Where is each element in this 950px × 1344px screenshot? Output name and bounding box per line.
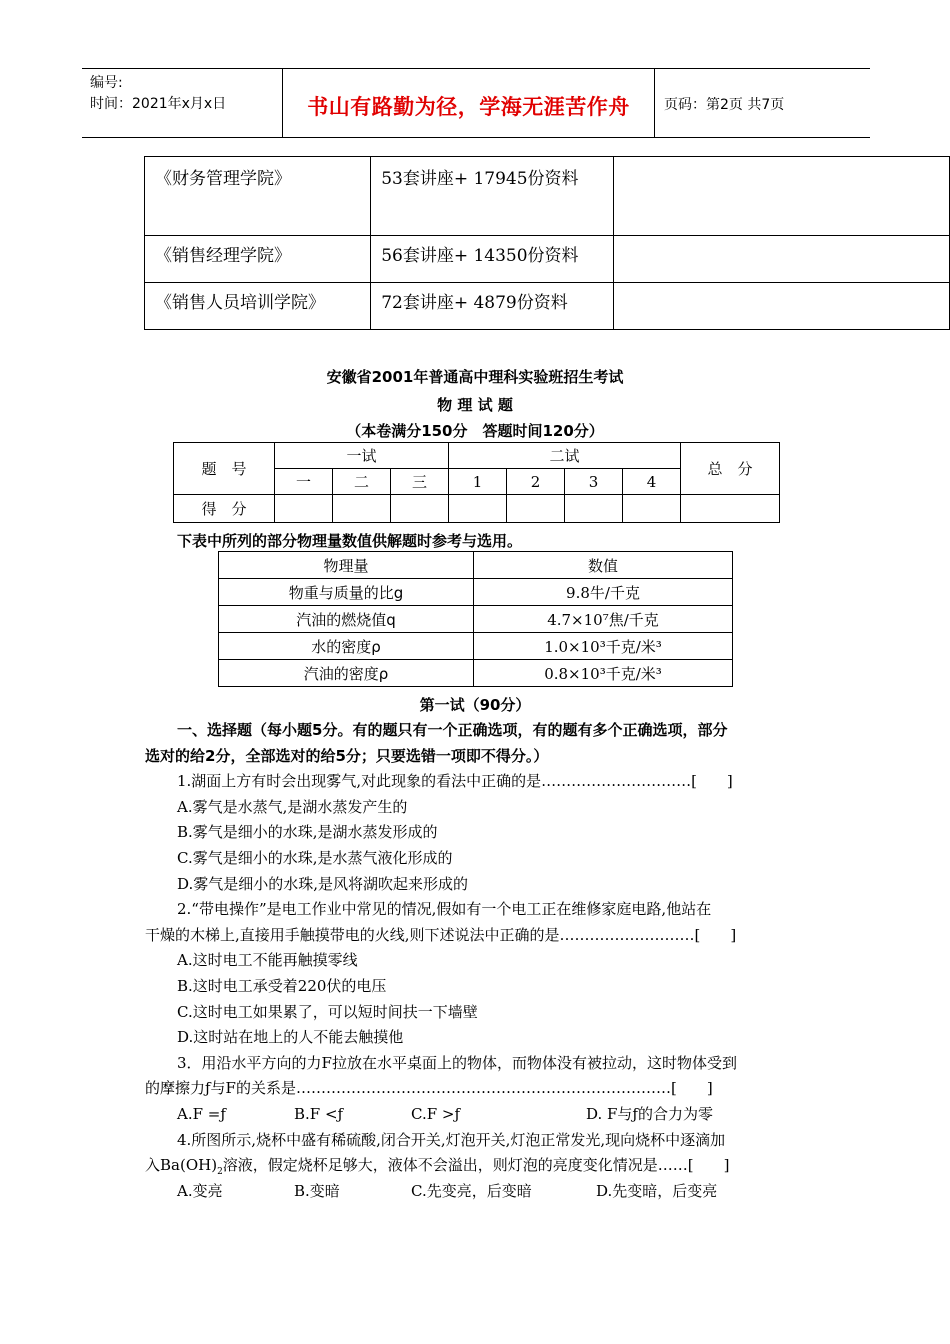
table-row <box>219 579 733 606</box>
table-row <box>219 633 733 660</box>
resource-count: 56套讲座+ 14350份资料 <box>371 236 614 283</box>
resource-empty <box>614 236 950 283</box>
table-row <box>145 157 950 236</box>
score-cell[interactable] <box>449 495 507 523</box>
reference-note: 下表中所列的部分物理量数值供解题时参考与选用。 <box>177 532 523 550</box>
quantity-value: 4.7×10⁷焦/千克 <box>474 606 733 633</box>
col-header: 物理量 <box>219 552 474 579</box>
quantity-value: 0.8×10³千克/米³ <box>474 660 733 687</box>
option-c: C.这时电工如果累了，可以短时间扶一下墙壁 <box>177 1003 478 1021</box>
part1-col: 三 <box>391 469 449 495</box>
part2-col: 3 <box>565 469 623 495</box>
section-intro: 一、选择题（每小题5分。有的题只有一个正确选项，有的题有多个正确选项，部分 <box>177 721 728 739</box>
option-c: C.先变亮，后变暗 <box>411 1182 532 1200</box>
part2-col: 4 <box>623 469 681 495</box>
question-4: 4.所图所示,烧杯中盛有稀硫酸,闭合开关,灯泡开关,灯泡正常发光,现向烧杯中逐滴加 <box>177 1131 726 1149</box>
question-1: 1.湖面上方有时会出现雾气,对此现象的看法中正确的是…………………………[ ] <box>177 772 733 790</box>
table-row <box>174 443 780 469</box>
total-label: 总 分 <box>681 443 780 495</box>
q-label: 题 号 <box>174 443 275 495</box>
resource-name: 《财务管理学院》 <box>145 157 371 236</box>
score-cell[interactable] <box>681 495 780 523</box>
score-cell[interactable] <box>275 495 333 523</box>
score-cell[interactable] <box>565 495 623 523</box>
option-a: A.雾气是水蒸气,是湖水蒸发产生的 <box>177 798 408 816</box>
option-c: C.F >ƒ <box>411 1105 461 1123</box>
header-motto: 书山有路勤为径，学海无涯苦作舟 <box>307 95 630 119</box>
question-2-cont: 干燥的木梯上,直接用手触摸带电的火线,则下述说法中正确的是………………………[ ] <box>145 926 737 944</box>
resource-name: 《销售经理学院》 <box>145 236 371 283</box>
section-intro: 选对的给2分，全部选对的给5分；只要选错一项即不得分。） <box>145 747 549 765</box>
part1-label: 一试 <box>275 443 449 469</box>
table-row <box>219 660 733 687</box>
quantity-name: 物重与质量的比g <box>219 579 474 606</box>
score-cell[interactable] <box>333 495 391 523</box>
quantity-name: 汽油的密度ρ <box>219 660 474 687</box>
quantity-name: 汽油的燃烧值q <box>219 606 474 633</box>
option-b: B.F <ƒ <box>294 1105 344 1123</box>
option-b: B.雾气是细小的水珠,是湖水蒸发形成的 <box>177 823 438 841</box>
score-label: 得 分 <box>174 495 275 523</box>
exam-subject: 物 理 试 题 <box>437 396 513 414</box>
table-row <box>219 606 733 633</box>
score-cell[interactable] <box>623 495 681 523</box>
table-row <box>219 552 733 579</box>
resource-count: 53套讲座+ 17945份资料 <box>371 157 614 236</box>
option-a: A.这时电工不能再触摸零线 <box>177 951 358 969</box>
question-3-cont: 的摩擦力ƒ与F的关系是…………………………………………………………………[ ] <box>145 1079 713 1097</box>
question-4-text: 溶液，假定烧杯足够大，液体不会溢出，则灯泡的亮度变化情况是……[ ] <box>222 1156 730 1174</box>
part1-col: 二 <box>333 469 391 495</box>
resource-empty <box>614 157 950 236</box>
quantity-name: 水的密度ρ <box>219 633 474 660</box>
subscript: 2 <box>217 1167 223 1177</box>
exam-title: 安徽省2001年普通高中理科实验班招生考试 <box>326 368 624 386</box>
option-d: D.这时站在地上的人不能去触摸他 <box>177 1028 404 1046</box>
option-d: D. F与ƒ的合力为零 <box>586 1105 713 1123</box>
date-label: 时间：2021年x月x日 <box>90 96 227 112</box>
option-c: C.雾气是细小的水珠,是水蒸气液化形成的 <box>177 849 453 867</box>
table-row <box>174 495 780 523</box>
question-4-text: 入Ba(OH) <box>145 1156 218 1174</box>
col-header: 数值 <box>474 552 733 579</box>
quantity-value: 1.0×10³千克/米³ <box>474 633 733 660</box>
option-d: D.先变暗，后变亮 <box>596 1182 718 1200</box>
resource-empty <box>614 283 950 330</box>
quantity-value: 9.8牛/千克 <box>474 579 733 606</box>
table-row <box>145 283 950 330</box>
header-meta <box>90 73 226 115</box>
score-cell[interactable] <box>507 495 565 523</box>
score-table <box>173 442 780 523</box>
page-info: 页码：第2页 共7页 <box>664 97 785 113</box>
option-b: B.变暗 <box>294 1182 340 1200</box>
resource-count: 72套讲座+ 4879份资料 <box>371 283 614 330</box>
part1-col: 一 <box>275 469 333 495</box>
score-cell[interactable] <box>391 495 449 523</box>
table-row <box>145 236 950 283</box>
part2-col: 1 <box>449 469 507 495</box>
number-label: 编号: <box>90 75 123 91</box>
question-4-cont <box>145 1155 730 1182</box>
option-d: D.雾气是细小的水珠,是风将湖吹起来形成的 <box>177 875 469 893</box>
part2-label: 二试 <box>449 443 681 469</box>
resource-table <box>144 156 950 330</box>
physics-constants-table <box>218 551 733 687</box>
section-title: 第一试（90分） <box>419 696 531 714</box>
question-3: 3．用沿水平方向的力F拉放在水平桌面上的物体，而物体没有被拉动，这时物体受到 <box>177 1054 737 1072</box>
header-divider <box>654 69 655 137</box>
resource-name: 《销售人员培训学院》 <box>145 283 371 330</box>
page-header <box>82 68 870 138</box>
question-2: 2.“带电操作”是电工作业中常见的情况,假如有一个电工正在维修家庭电路,他站在 <box>177 900 712 918</box>
option-a: A.F =ƒ <box>177 1105 226 1123</box>
part2-col: 2 <box>507 469 565 495</box>
exam-info: （本卷满分150分 答题时间120分） <box>346 422 604 440</box>
option-b: B.这时电工承受着220伏的电压 <box>177 977 387 995</box>
option-a: A.变亮 <box>177 1182 223 1200</box>
